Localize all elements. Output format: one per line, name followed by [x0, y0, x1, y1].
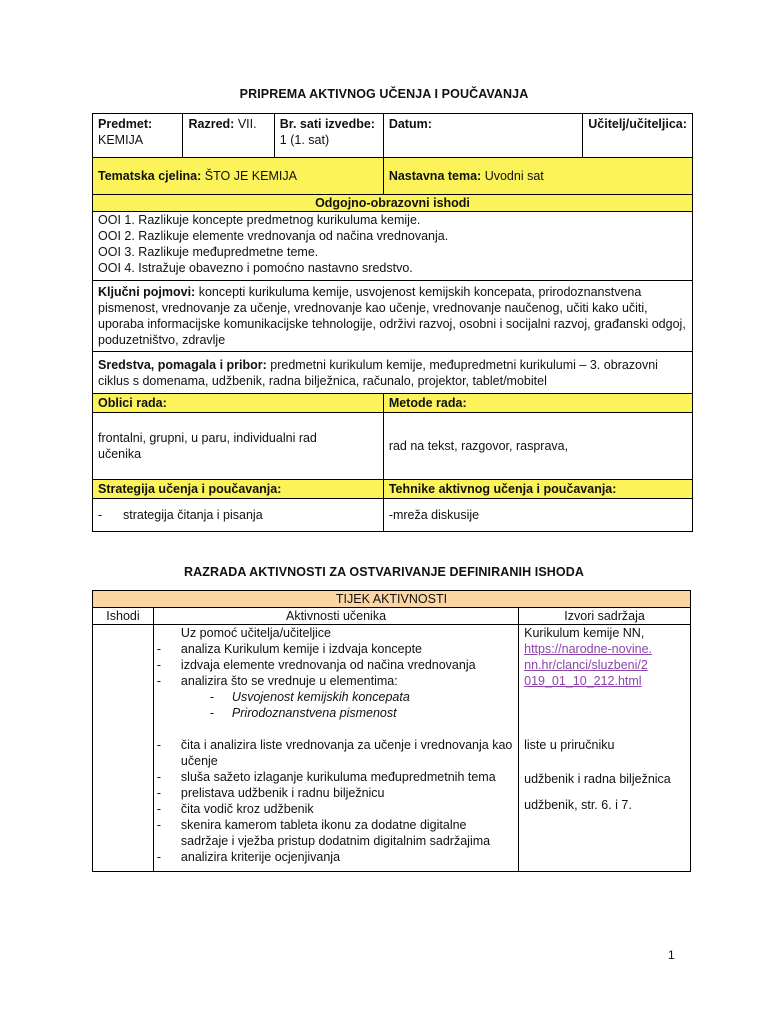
razrada-title: RAZRADA AKTIVNOSTI ZA OSTVARIVANJE DEFINIRANIH ISHODA	[184, 565, 584, 579]
preparation-table	[92, 113, 693, 532]
sub-list-item: - Usvojenost kemijskih koncepata	[154, 689, 513, 705]
tehnike-value-cell: -mreža diskusije	[383, 499, 692, 532]
tijek-table	[92, 590, 691, 872]
aktivnosti-list-2	[154, 737, 513, 865]
tehnike-label-cell: Tehnike aktivnog učenja i poučavanja:	[383, 480, 692, 499]
izvori-udzbenik-rb: udžbenik i radna bilježnica	[524, 772, 671, 786]
aktivnosti-sublist	[154, 689, 513, 721]
col-izvori: Izvori sadržaja	[519, 608, 691, 625]
kljucni-pojmovi-cell: Ključni pojmovi: koncepti kurikuluma kemije, usvojenost kemijskih koncepata, prirodoznanstvena pismenost, vrednovanje za učenje, vrednovanje kao učenje, vrednovanje naučenog, učiti kako učiti, uporaba informacijske komunikacijske tehnologije, održivi razvoj, osobni i socijalni razvoj, građanski odgoj, poduzetništvo, zdravlje	[93, 281, 693, 352]
oblici-label-cell: Oblici rada:	[93, 394, 384, 413]
metode-label-cell: Metode rada:	[383, 394, 692, 413]
strategija-label-cell: Strategija učenja i poučavanja:	[93, 480, 384, 499]
ishod-2: OOI 2. Razlikuje elemente vrednovanja od načina vrednovanja.	[98, 229, 449, 243]
ishod-4: OOI 4. Istražuje obavezno i pomoćno nastavno sredstvo.	[98, 261, 413, 275]
ishod-1: OOI 1. Razlikuje koncepte predmetnog kurikuluma kemije.	[98, 213, 421, 227]
razred-cell: Razred: VII.	[183, 114, 274, 158]
list-item: - prelistava udžbenik i radnu bilježnicu	[154, 785, 513, 801]
tematska-cell: Tematska cjelina: ŠTO JE KEMIJA	[93, 158, 384, 195]
list-item: - analizira kriterije ocjenjivanja	[154, 849, 513, 865]
sredstva-cell: Sredstva, pomagala i pribor: predmetni kurikulum kemije, međupredmetni kurikulumi – 3. obrazovni ciklus s domenama, udžbenik, radna bilježnica, računalo, projektor, tablet/mobitel	[93, 352, 693, 394]
page-title: PRIPREMA AKTIVNOG UČENJA I POUČAVANJA	[239, 87, 529, 101]
izvori-cell	[519, 625, 691, 872]
col-aktivnosti: Aktivnosti učenika	[153, 608, 518, 625]
list-item: - izdvaja elemente vrednovanja od načina vrednovanja	[154, 657, 513, 673]
tijek-heading: TIJEK AKTIVNOSTI	[93, 591, 691, 608]
izvori-liste: liste u priručniku	[524, 738, 615, 752]
izvori-udzbenik-str: udžbenik, str. 6. i 7.	[524, 798, 632, 812]
strategija-value-cell: - strategija čitanja i pisanja	[93, 499, 384, 532]
aktivnosti-intro: Uz pomoć učitelja/učiteljice	[180, 626, 331, 640]
oblici-value-cell: frontalni, grupni, u paru, individualni rad učenika	[93, 413, 384, 480]
ishod-3: OOI 3. Razlikuje međupredmetne teme.	[98, 245, 319, 259]
metode-value-cell: rad na tekst, razgovor, rasprava,	[383, 413, 692, 480]
izvori-kurikulum: Kurikulum kemije NN,	[524, 626, 645, 640]
datum-cell: Datum:	[383, 114, 582, 158]
list-item: - analizira što se vrednuje u elementima:	[154, 673, 513, 689]
list-item: - čita i analizira liste vrednovanja za učenje i vrednovanja kao učenje	[154, 737, 513, 769]
kurikulum-link[interactable]: https://narodne-novine.nn.hr/clanci/sluzbeni/2019_01_10_212.html	[524, 642, 652, 688]
page-number: 1	[668, 948, 675, 962]
ishodi-heading: Odgojno-obrazovni ishodi	[93, 195, 693, 212]
ishodi-cell	[93, 625, 154, 872]
sub-list-item: - Prirodoznanstvena pismenost	[154, 705, 513, 721]
predmet-cell: Predmet: KEMIJA	[93, 114, 183, 158]
list-item: - sluša sažeto izlaganje kurikuluma međupredmetnih tema	[154, 769, 513, 785]
nastavna-tema-cell: Nastavna tema: Uvodni sat	[383, 158, 692, 195]
sati-cell: Br. sati izvedbe: 1 (1. sat)	[274, 114, 383, 158]
col-ishodi: Ishodi	[93, 608, 154, 625]
list-item: - skenira kamerom tableta ikonu za dodatne digitalne sadržaje i vježba pristup dodatnim digitalnim sadržajima	[154, 817, 513, 849]
ishodi-list	[93, 212, 693, 281]
ucitelj-cell: Učitelj/učiteljica:	[583, 114, 693, 158]
list-item: - čita vodič kroz udžbenik	[154, 801, 513, 817]
aktivnosti-list-1	[154, 641, 513, 689]
aktivnosti-cell	[153, 625, 518, 872]
list-item: - analiza Kurikulum kemije i izdvaja koncepte	[154, 641, 513, 657]
